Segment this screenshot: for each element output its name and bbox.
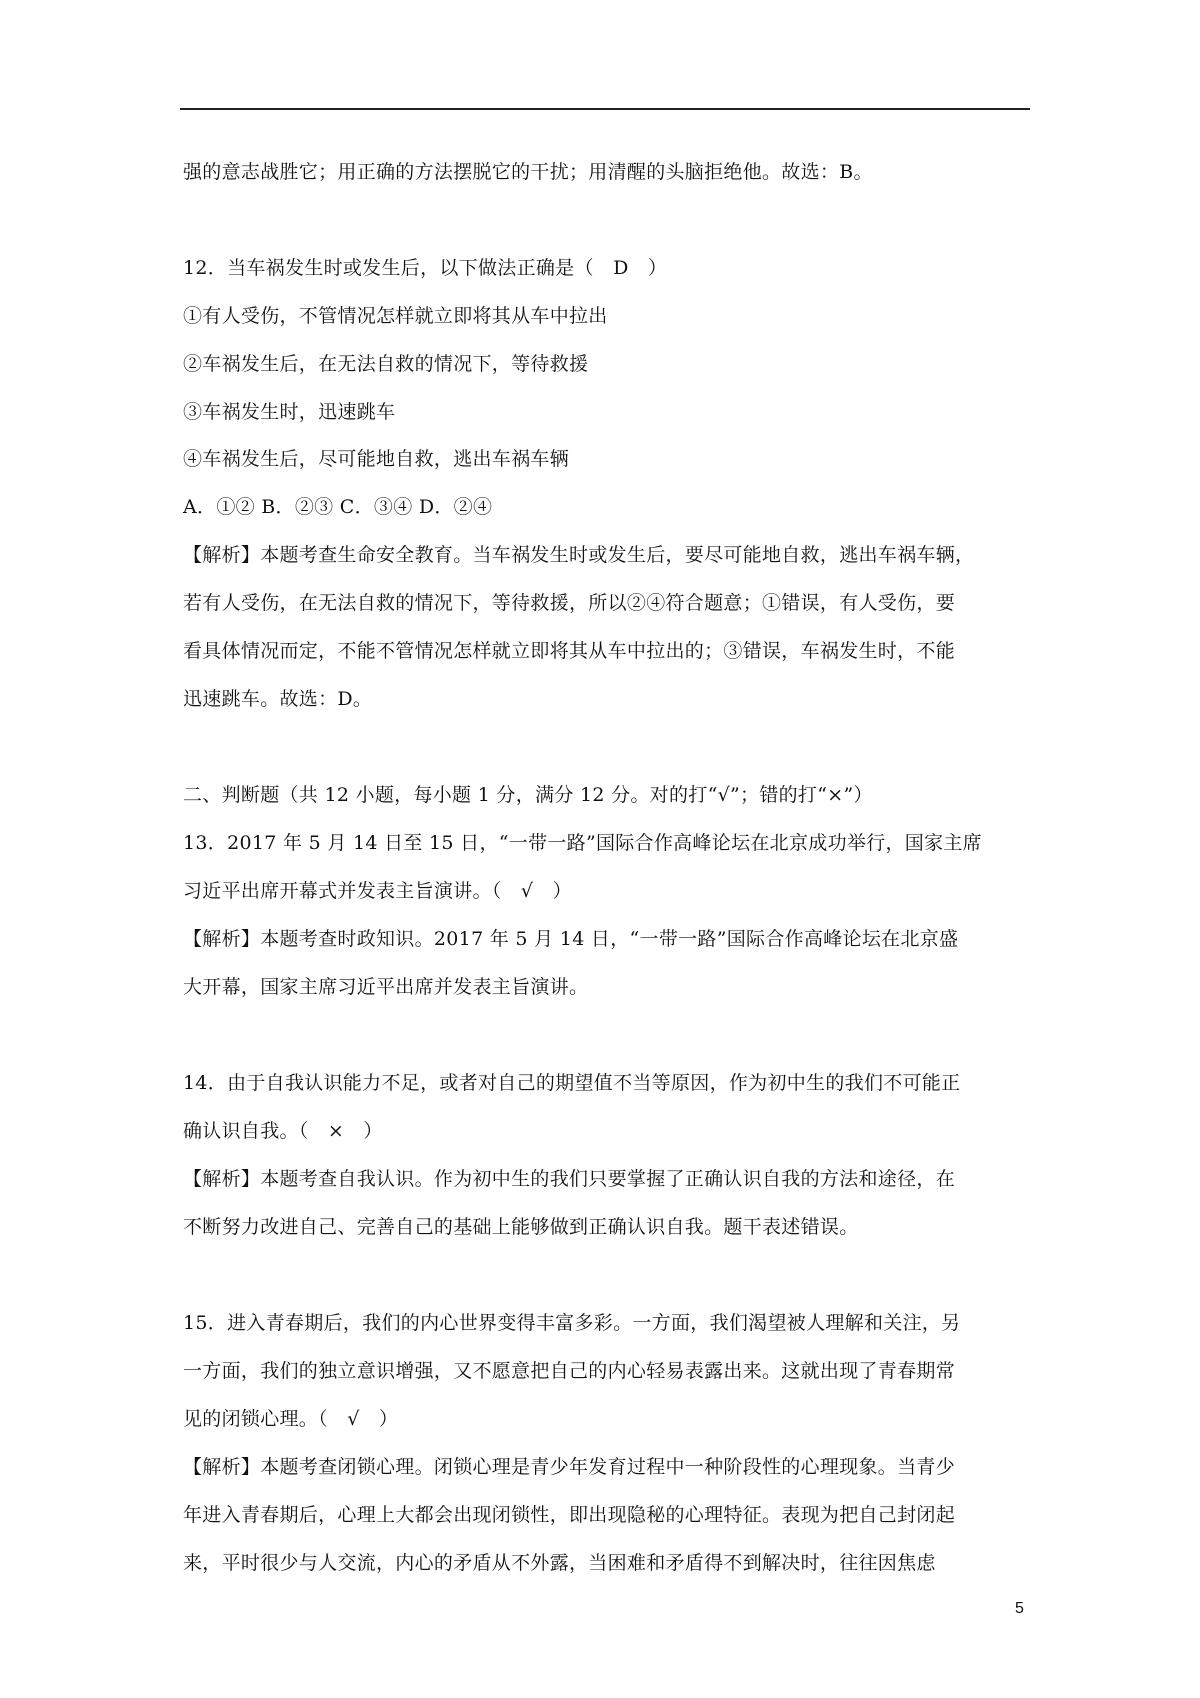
analysis-line: 【解析】本题考查生命安全教育。当车祸发生时或发生后，要尽可能地自救，逃出车祸车辆， (183, 544, 975, 566)
question-13: 13．2017 年 5 月 14 日至 15 日，“一带一路”国际合作高峰论坛在北京成功举行，国家主席 (183, 832, 982, 854)
question-line: 确认识自我。（ × ） (183, 1120, 383, 1142)
section-heading: 二、判断题（共 12 小题，每小题 1 分，满分 12 分。对的打“√”；错的打“×”） (183, 784, 873, 806)
analysis-line: 年进入青春期后，心理上大都会出现闭锁性，即出现隐秘的心理特征。表现为把自己封闭起 (183, 1504, 956, 1526)
question-line: 见的闭锁心理。（ √ ） (183, 1408, 399, 1430)
analysis-line: 【解析】本题考查时政知识。2017 年 5 月 14 日，“一带一路”国际合作高峰论坛在北京盛 (183, 928, 959, 950)
option-line: ③车祸发生时，迅速跳车 (183, 401, 396, 423)
option-line: ④车祸发生后，尽可能地自救，逃出车祸车辆 (183, 448, 570, 470)
question-line: 习近平出席开幕式并发表主旨演讲。（ √ ） (183, 880, 572, 902)
page-number: 5 (1015, 1600, 1024, 1617)
analysis-line: 看具体情况而定，不能不管情况怎样就立即将其从车中拉出的；③错误，车祸发生时，不能 (183, 640, 956, 662)
analysis-line: 【解析】本题考查闭锁心理。闭锁心理是青少年发育过程中一种阶段性的心理现象。当青少 (183, 1456, 956, 1478)
question-12: 12．当车祸发生时或发生后，以下做法正确是（ D ） (183, 257, 668, 279)
analysis-line: 若有人受伤，在无法自救的情况下，等待救援，所以②④符合题意；①错误，有人受伤，要 (183, 592, 956, 614)
question-14: 14．由于自我认识能力不足，或者对自己的期望值不当等原因，作为初中生的我们不可能正 (183, 1072, 961, 1094)
analysis-line: 大开幕，国家主席习近平出席并发表主旨演讲。 (183, 976, 589, 998)
answer-choices: A．①② B．②③ C．③④ D．②④ (183, 496, 493, 518)
analysis-line: 【解析】本题考查自我认识。作为初中生的我们只要掌握了正确认识自我的方法和途径，在 (183, 1168, 956, 1190)
option-line: ②车祸发生后，在无法自救的情况下，等待救援 (183, 353, 589, 375)
analysis-line: 迅速跳车。故选：D。 (183, 688, 373, 710)
header-rule (180, 108, 1030, 110)
analysis-line: 来，平时很少与人交流，内心的矛盾从不外露，当困难和矛盾得不到解决时，往往因焦虑 (183, 1552, 936, 1574)
question-line: 一方面，我们的独立意识增强，又不愿意把自己的内心轻易表露出来。这就出现了青春期常 (183, 1360, 956, 1382)
option-line: ①有人受伤，不管情况怎样就立即将其从车中拉出 (183, 305, 608, 327)
question-15: 15．进入青春期后，我们的内心世界变得丰富多彩。一方面，我们渴望被人理解和关注，另 (183, 1312, 961, 1334)
analysis-line: 不断努力改进自己、完善自己的基础上能够做到正确认识自我。题干表述错误。 (183, 1216, 859, 1238)
text-line: 强的意志战胜它；用正确的方法摆脱它的干扰；用清醒的头脑拒绝他。故选：B。 (183, 161, 873, 183)
